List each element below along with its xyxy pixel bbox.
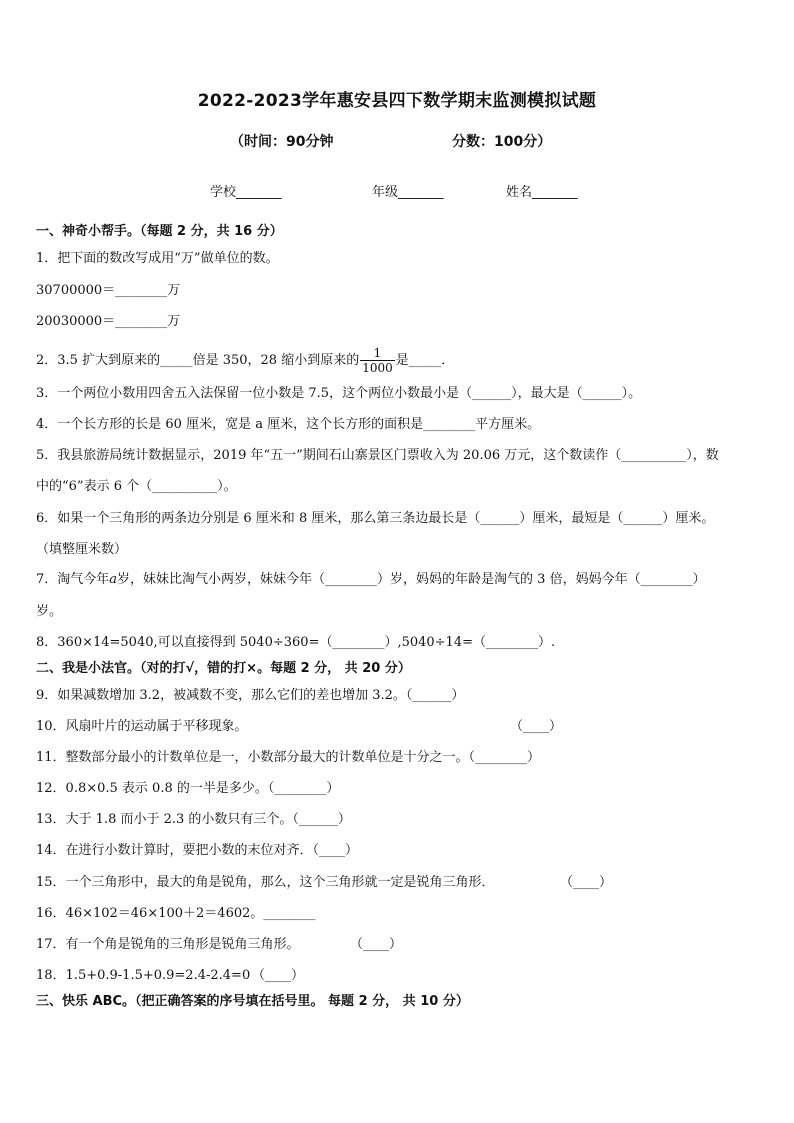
question-17-blank: （____） — [350, 937, 403, 952]
question-7-text-start: 7．淘气今年 — [36, 572, 110, 587]
variable-a: a — [109, 572, 118, 587]
fraction-numerator: 1 — [360, 346, 395, 361]
question-10-blank: （____） — [510, 719, 563, 734]
question-9: 9．如果减数增加 3.2，被减数不变，那么它们的差也增加 3.2。（______） — [36, 688, 465, 703]
question-2-text-start: 2．3.5 扩大到原来的_____倍是 350，28 缩小到原来的 — [36, 353, 360, 368]
question-13: 13．大于 1.8 而小于 2.3 的小数只有三个。（______） — [36, 812, 351, 827]
question-6-line-2: （填整厘米数） — [36, 542, 128, 557]
question-14: 14．在进行小数计算时，要把小数的末位对齐．（____） — [36, 843, 359, 858]
exam-score: 分数：100分） — [452, 134, 552, 150]
grade-field: 年级_______ — [372, 185, 444, 200]
section-heading-1: 一、神奇小帮手。（每题 2 分，共 16 分） — [36, 224, 283, 239]
question-7-text-end: 岁，妹妹比淘气小两岁，妹妹今年（________）岁，妈妈的年龄是淘气的 3 倍，妈妈今年（________） — [117, 572, 706, 587]
question-3: 3．一个两位小数用四舍五入法保留一位小数是 7.5，这个两位小数最小是（______），最大是（______）。 — [36, 386, 642, 401]
question-2-text-end: 是_____． — [395, 353, 455, 368]
fraction — [360, 346, 395, 375]
question-15-blank: （____） — [560, 875, 613, 890]
question-8: 8．360×14=5040,可以直接得到 5040÷360=（________）,5040÷14=（________）. — [36, 635, 556, 650]
question-5-line-1: 5．我县旅游局统计数据显示，2019 年“五一”期间石山寨景区门票收入为 20.06 万元，这个数读作（__________），数 — [36, 448, 719, 463]
question-2 — [36, 346, 454, 375]
question-1a: 30700000＝________万 — [36, 283, 181, 298]
question-11: 11．整数部分最小的计数单位是一，小数部分最大的计数单位是十分之一。（________） — [36, 750, 541, 765]
name-field: 姓名_______ — [506, 185, 578, 200]
question-1: 1．把下面的数改写成用“万”做单位的数。 — [36, 251, 279, 266]
question-7-line-1 — [36, 571, 706, 589]
exam-time: （时间：90分钟 — [230, 134, 334, 150]
question-15: 15．一个三角形中，最大的角是锐角，那么，这个三角形就一定是锐角三角形． — [36, 875, 495, 890]
question-12: 12．0.8×0.5 表示 0.8 的一半是多少。（________） — [36, 781, 340, 796]
question-7-line-2: 岁。 — [36, 604, 63, 619]
section-heading-3: 三、快乐 ABC。（把正确答案的序号填在括号里。 每题 2 分， 共 10 分） — [36, 994, 469, 1009]
section-heading-2: 二、我是小法官。（对的打√，错的打×。每题 2 分， 共 20 分） — [36, 661, 411, 676]
question-17: 17．有一个角是锐角的三角形是锐角三角形。 — [36, 937, 300, 952]
question-5-line-2: 中的“6”表示 6 个（__________）。 — [36, 479, 237, 494]
question-18: 18．1.5+0.9-1.5+0.9=2.4-2.4=0 — [36, 968, 251, 983]
page-title: 2022-2023学年惠安县四下数学期末监测模拟试题 — [197, 91, 597, 111]
question-4: 4．一个长方形的长是 60 厘米，宽是 a 厘米，这个长方形的面积是________平方厘米。 — [36, 417, 541, 432]
question-1b: 20030000＝________万 — [36, 314, 181, 329]
fraction-denominator: 1000 — [362, 361, 393, 375]
question-10: 10．风扇叶片的运动属于平移现象。 — [36, 719, 248, 734]
school-field: 学校_______ — [210, 185, 282, 200]
question-6-line-1: 6．如果一个三角形的两条边分别是 6 厘米和 8 厘米，那么第三条边最长是（______）厘米，最短是（______）厘米。 — [36, 511, 715, 526]
question-16: 16．46×102＝46×100＋2＝4602。________ — [36, 906, 316, 921]
question-18-blank: （____） — [252, 968, 305, 983]
